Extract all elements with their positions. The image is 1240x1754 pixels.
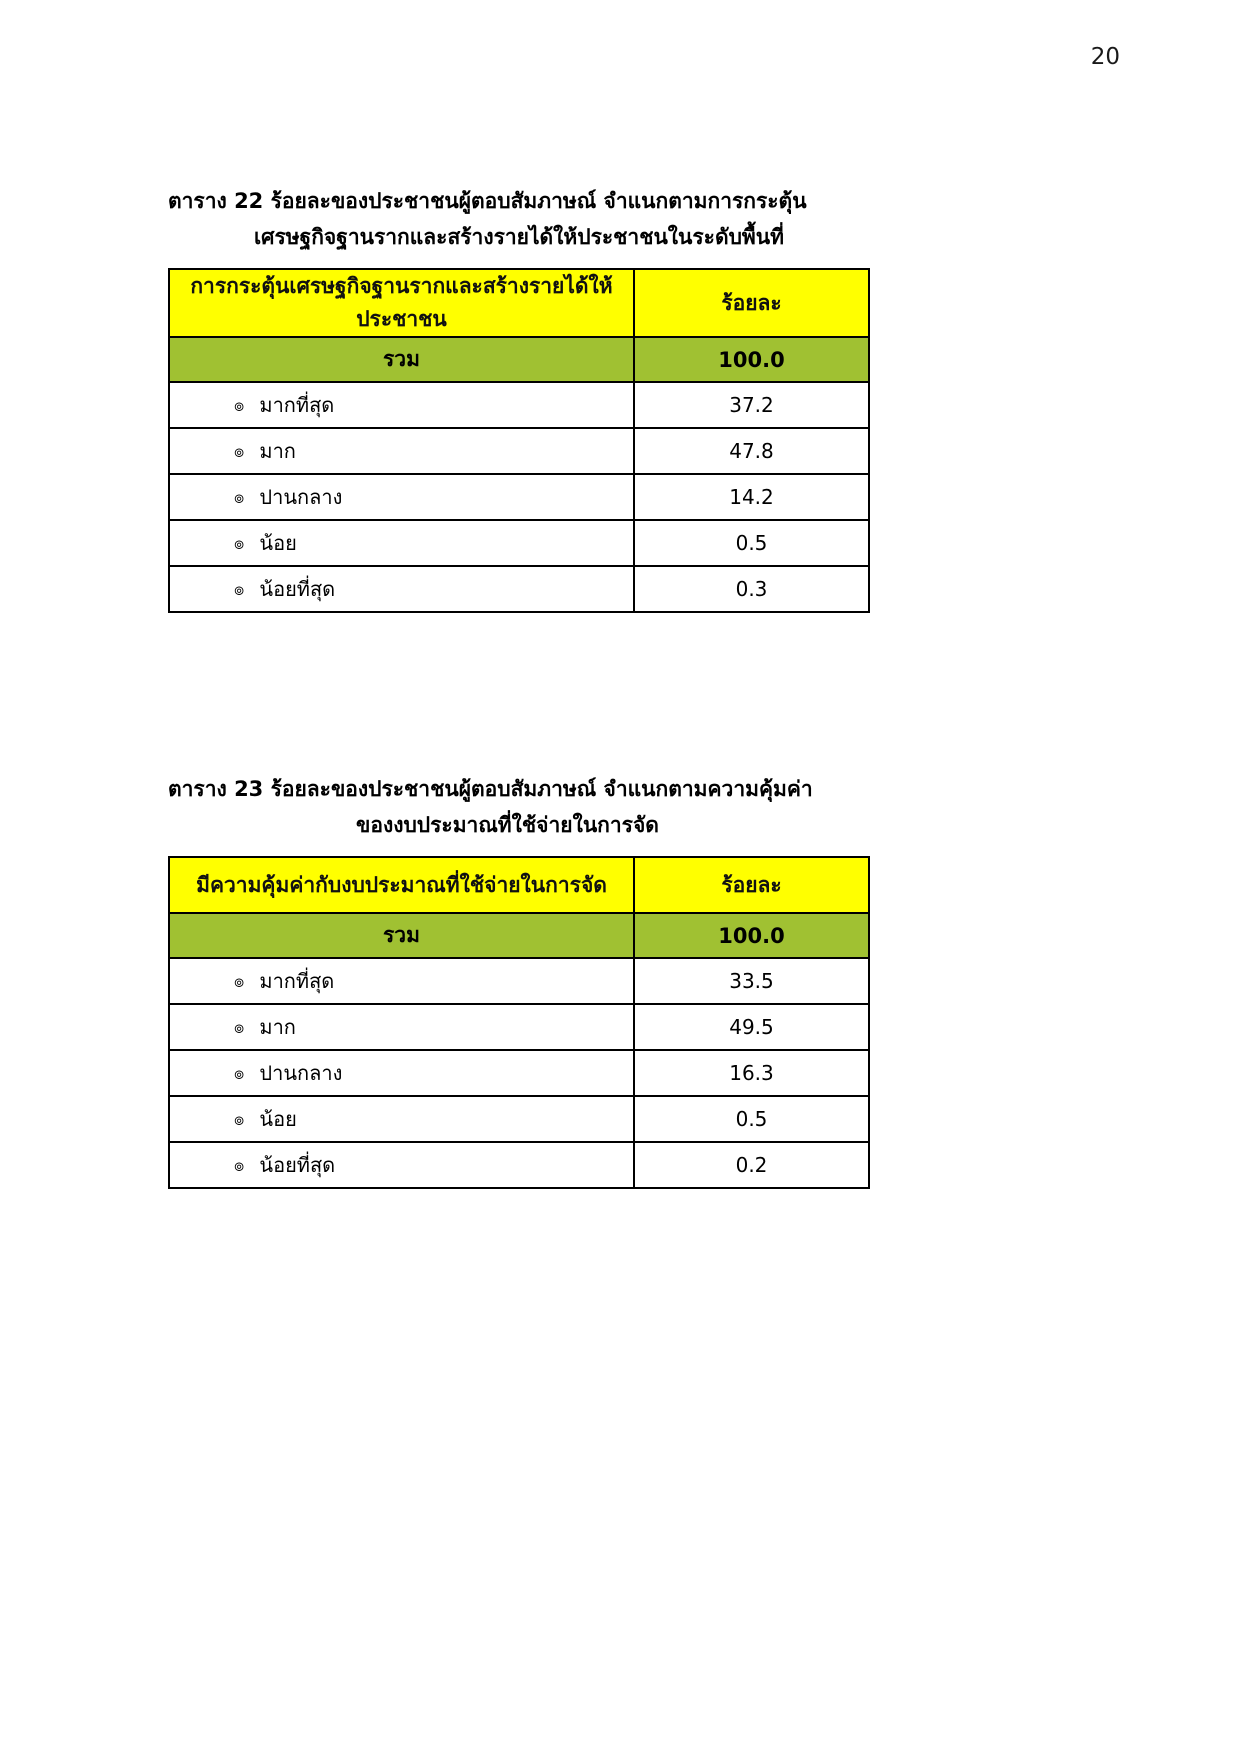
bullet-icon: ๏ — [234, 1110, 245, 1130]
page-number: 20 — [1090, 44, 1120, 70]
row-value: 49.5 — [634, 1004, 869, 1050]
table-22-total-value: 100.0 — [634, 337, 869, 382]
bullet-icon: ๏ — [234, 580, 245, 600]
table-23-column-header-category: มีความคุ้มค่ากับงบประมาณที่ใช้จ่ายในการจัด — [169, 857, 634, 913]
row-value: 0.5 — [634, 1096, 869, 1142]
page-content — [168, 183, 868, 1189]
bullet-icon: ๏ — [234, 1156, 245, 1176]
table-22-total-row — [169, 337, 869, 382]
row-label: น้อยที่สุด — [259, 1153, 336, 1177]
row-label: มากที่สุด — [259, 393, 335, 417]
table-23-title — [168, 771, 868, 843]
bullet-icon: ๏ — [234, 534, 245, 554]
row-label: น้อย — [259, 1107, 297, 1131]
table-23-title-line2: ของงบประมาณที่ใช้จ่ายในการจัด — [356, 813, 659, 837]
table-23-section — [168, 771, 868, 1189]
bullet-icon: ๏ — [234, 488, 245, 508]
table-22-column-header-category: การกระตุ้นเศรษฐกิจฐานรากและสร้างรายได้ให้ประชาชน — [169, 269, 634, 337]
table-row — [169, 1004, 869, 1050]
table-row — [169, 1096, 869, 1142]
table-23-total-row — [169, 913, 869, 958]
row-label: มาก — [259, 439, 296, 463]
row-label: น้อยที่สุด — [259, 577, 336, 601]
row-value: 0.2 — [634, 1142, 869, 1188]
row-value: 14.2 — [634, 474, 869, 520]
row-value: 0.5 — [634, 520, 869, 566]
table-row — [169, 1142, 869, 1188]
table-row — [169, 1050, 869, 1096]
table-row — [169, 428, 869, 474]
row-label: ปานกลาง — [259, 1061, 343, 1085]
bullet-icon: ๏ — [234, 442, 245, 462]
table-22-title-line2: เศรษฐกิจฐานรากและสร้างรายได้ให้ประชาชนในระดับพื้นที่ — [254, 225, 784, 249]
table-22-column-header-percent: ร้อยละ — [634, 269, 869, 337]
row-label: มากที่สุด — [259, 969, 335, 993]
table-row — [169, 958, 869, 1004]
row-value: 16.3 — [634, 1050, 869, 1096]
table-22-title-line1: ตาราง 22 ร้อยละของประชาชนผู้ตอบสัมภาษณ์ จำแนกตามการกระตุ้น — [168, 189, 807, 213]
row-label: มาก — [259, 1015, 296, 1039]
table-23-title-line1: ตาราง 23 ร้อยละของประชาชนผู้ตอบสัมภาษณ์ จำแนกตามความคุ้มค่า — [168, 777, 813, 801]
bullet-icon: ๏ — [234, 396, 245, 416]
table-23-total-value: 100.0 — [634, 913, 869, 958]
row-value: 37.2 — [634, 382, 869, 428]
table-23-header-row — [169, 857, 869, 913]
table-row — [169, 474, 869, 520]
table-23-total-label: รวม — [169, 913, 634, 958]
row-label: น้อย — [259, 531, 297, 555]
bullet-icon: ๏ — [234, 1064, 245, 1084]
table-23-column-header-percent: ร้อยละ — [634, 857, 869, 913]
table-row — [169, 520, 869, 566]
row-value: 0.3 — [634, 566, 869, 612]
row-value: 47.8 — [634, 428, 869, 474]
table-row — [169, 566, 869, 612]
table-22-title — [168, 183, 868, 255]
row-label: ปานกลาง — [259, 485, 343, 509]
table-row — [169, 382, 869, 428]
row-value: 33.5 — [634, 958, 869, 1004]
table-22-total-label: รวม — [169, 337, 634, 382]
table-22-section — [168, 183, 868, 613]
bullet-icon: ๏ — [234, 1018, 245, 1038]
table-23 — [168, 856, 870, 1189]
table-22-header-row — [169, 269, 869, 337]
bullet-icon: ๏ — [234, 972, 245, 992]
table-22 — [168, 268, 870, 613]
